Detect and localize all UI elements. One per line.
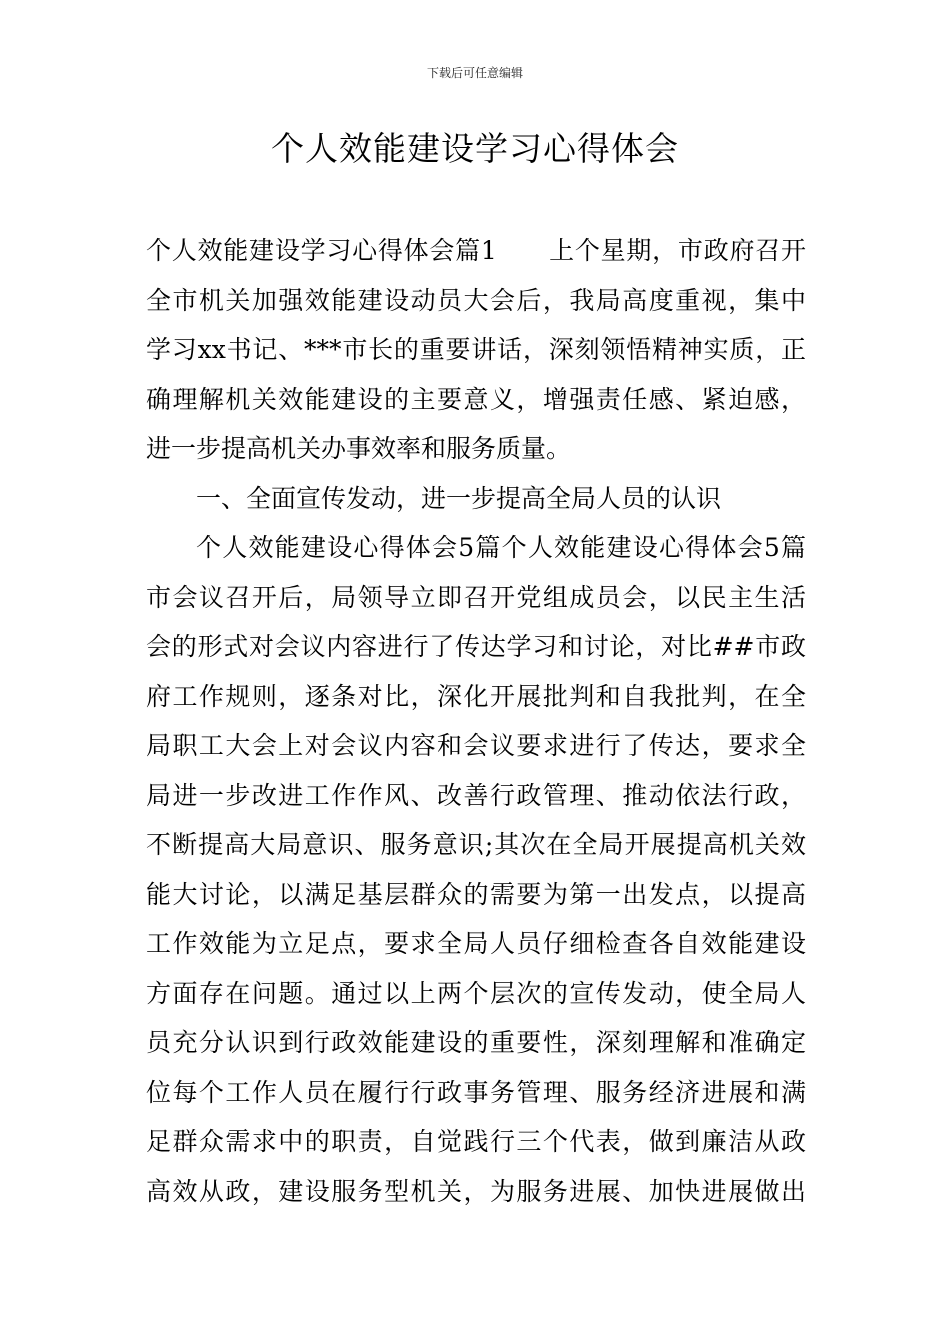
document-title: 个人效能建设学习心得体会 (271, 129, 679, 168)
body-line: 方面存在问题。通过以上两个层次的宣传发动，使全局人 (146, 978, 806, 1008)
header-note: 下载后可任意编辑 (426, 66, 523, 80)
body-line: 府工作规则，逐条对比，深化开展批判和自我批判，在全 (146, 681, 806, 711)
document-body (146, 226, 806, 1216)
body-line: 全市机关加强效能建设动员大会后，我局高度重视，集中 (146, 285, 806, 315)
body-line: 能大讨论，以满足基层群众的需要为第一出发点，以提高 (146, 879, 806, 909)
body-line: 不断提高大局意识、服务意识;其次在全局开展提高机关效 (146, 830, 806, 859)
body-line: 局进一步改进工作作风、改善行政管理、推动依法行政， (146, 780, 806, 810)
body-line: 会的形式对会议内容进行了传达学习和讨论，对比##市政 (146, 632, 806, 661)
body-line: 一、全面宣传发动，进一步提高全局人员的认识 (196, 483, 722, 513)
body-line: 位每个工作人员在履行行政事务管理、服务经济进展和满 (146, 1077, 806, 1107)
body-line: 局职工大会上对会议内容和会议要求进行了传达，要求全 (146, 731, 806, 760)
body-line: 员充分认识到行政效能建设的重要性，深刻理解和准确定 (146, 1028, 806, 1057)
body-line: 高效从政，建设服务型机关，为服务进展、加快进展做出 (146, 1176, 806, 1206)
body-line: 市会议召开后，局领导立即召开党组成员会，以民主生活 (146, 582, 806, 612)
body-line: 进一步提高机关办事效率和服务质量。 (146, 434, 572, 463)
body-line: 学习xx书记、***市长的重要讲话，深刻领悟精神实质，正 (146, 335, 806, 364)
body-line: 工作效能为立足点，要求全局人员仔细检查各自效能建设 (146, 929, 806, 958)
body-line: 个人效能建设学习心得体会篇1 上个星期，市政府召开 (146, 236, 806, 265)
body-line: 足群众需求中的职责，自觉践行三个代表，做到廉洁从政 (146, 1127, 806, 1156)
body-line: 确理解机关效能建设的主要意义，增强责任感、紧迫感， (146, 384, 806, 414)
body-line: 个人效能建设心得体会5篇个人效能建设心得体会5篇 (196, 533, 806, 562)
